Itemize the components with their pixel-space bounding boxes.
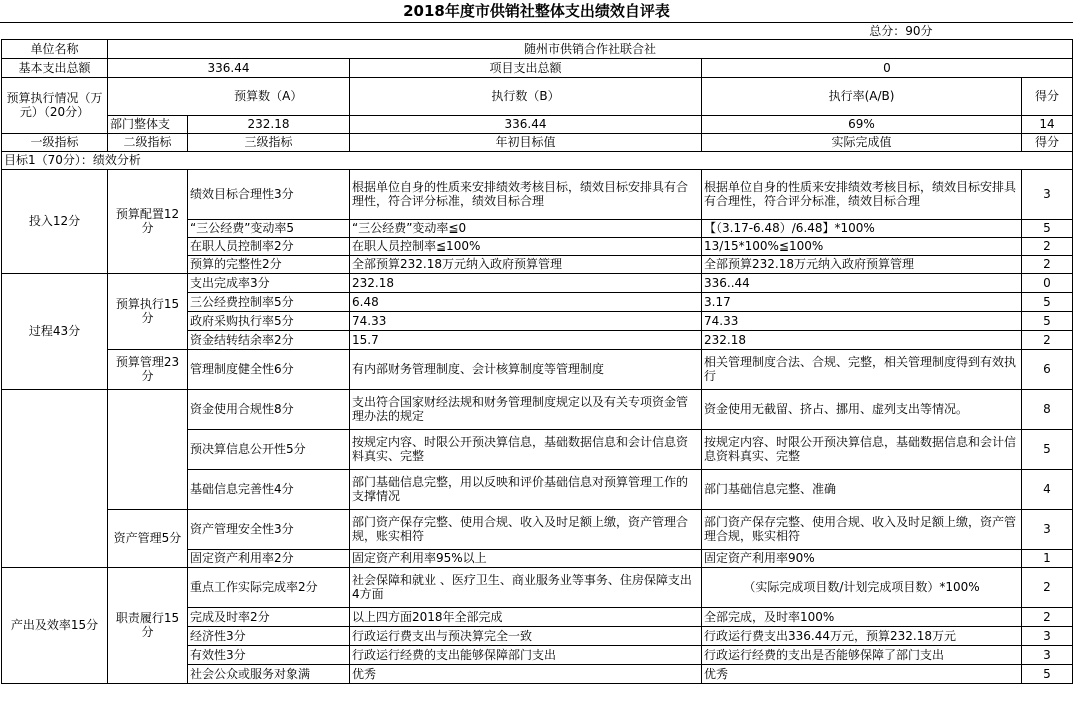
group-output: 产出及效率15分 [2, 567, 108, 683]
indicator-l3: 三公经费控制率5分 [188, 292, 350, 311]
target-value: 支出符合国家财经法规和财务管理制度规定以及有关专项资金管理办法的规定 [350, 389, 702, 429]
indicator-l3: 支出完成率3分 [188, 273, 350, 292]
indicator-l3: 资产管理安全性3分 [188, 509, 350, 549]
target-value: 行政运行经费的支出能够保障部门支出 [350, 645, 702, 664]
target-value: 15.7 [350, 330, 702, 349]
score-value: 8 [1022, 389, 1073, 429]
target-value: 6.48 [350, 292, 702, 311]
actual-value: 74.33 [702, 311, 1022, 330]
dept-score: 14 [1022, 115, 1073, 133]
target-value: 固定资产利用率95%以上 [350, 549, 702, 567]
group-budget-exec: 预算执行15分 [108, 273, 188, 349]
col-level1: 一级指标 [2, 133, 108, 151]
indicator-l3: 基础信息完善性4分 [188, 469, 350, 509]
header-score: 得分 [1022, 77, 1073, 115]
indicator-l3: 重点工作实际完成率2分 [188, 567, 350, 607]
score-value: 3 [1022, 626, 1073, 645]
target-value: 有内部财务管理制度、会计核算制度等管理制度 [350, 349, 702, 389]
actual-value: 优秀 [702, 664, 1022, 683]
target-value: 部门资产保存完整、使用合规、收入及时足额上缴，资产管理合规，账实相符 [350, 509, 702, 549]
goal-header: 目标1（70分）：绩效分析 [2, 151, 1073, 169]
group-input: 投入12分 [2, 169, 108, 273]
col-actual: 实际完成值 [702, 133, 1022, 151]
basic-expense-value: 336.44 [108, 58, 350, 77]
score-value: 3 [1022, 509, 1073, 549]
col-level2: 二级指标 [108, 133, 188, 151]
basic-expense-label: 基本支出总额 [2, 58, 108, 77]
col-level3: 三级指标 [188, 133, 350, 151]
header-rate: 执行率(A/B) [702, 77, 1022, 115]
actual-value: 3.17 [702, 292, 1022, 311]
indicator-l3: 预算的完整性2分 [188, 255, 350, 273]
group-asset-mgmt: 资产管理5分 [108, 509, 188, 567]
col-target: 年初目标值 [350, 133, 702, 151]
group-duty: 职责履行15分 [108, 567, 188, 683]
page-title: 2018年度市供销社整体支出绩效自评表 [0, 0, 1073, 23]
indicator-l3: “三公经费”变动率5 [188, 219, 350, 237]
actual-value: 部门资产保存完整、使用合规、收入及时足额上缴，资产管理合规，账实相符 [702, 509, 1022, 549]
budget-exec-label: 预算执行情况（万元）（20分） [2, 77, 108, 133]
dept-rate: 69% [702, 115, 1022, 133]
target-value: 部门基础信息完整，用以反映和评价基础信息对预算管理工作的支撑情况 [350, 469, 702, 509]
actual-value: 部门基础信息完整、准确 [702, 469, 1022, 509]
target-value: 全部预算232.18万元纳入政府预算管理 [350, 255, 702, 273]
actual-value: 行政运行费支出336.44万元，预算232.18万元 [702, 626, 1022, 645]
group-process: 过程43分 [2, 273, 108, 389]
score-value: 2 [1022, 237, 1073, 255]
group-budget-mgmt: 预算管理23分 [108, 349, 188, 389]
indicator-l3: 固定资产利用率2分 [188, 549, 350, 567]
unit-label: 单位名称 [2, 39, 108, 58]
score-value: 5 [1022, 311, 1073, 330]
actual-value: 336..44 [702, 273, 1022, 292]
target-value: 社会保障和就业 、医疗卫生、商业服务业等事务、住房保障支出4方面 [350, 567, 702, 607]
score-value: 3 [1022, 645, 1073, 664]
indicator-l3: 资金使用合规性8分 [188, 389, 350, 429]
unit-name: 随州市供销合作社联合社 [108, 39, 1073, 58]
target-value: 按规定内容、时限公开预决算信息，基础数据信息和会计信息资料真实、完整 [350, 429, 702, 469]
project-expense-value: 0 [702, 58, 1073, 77]
target-value: 行政运行费支出与预决算完全一致 [350, 626, 702, 645]
score-value: 5 [1022, 429, 1073, 469]
actual-value: 资金使用无截留、挤占、挪用、虚列支出等情况。 [702, 389, 1022, 429]
indicator-l3: 政府采购执行率5分 [188, 311, 350, 330]
project-expense-label: 项目支出总额 [350, 58, 702, 77]
indicator-l3: 预决算信息公开性5分 [188, 429, 350, 469]
dept-exec: 336.44 [350, 115, 702, 133]
header-budget: 预算数（A） [188, 77, 350, 115]
actual-value: 固定资产利用率90% [702, 549, 1022, 567]
actual-value: 相关管理制度合法、合规、完整，相关管理制度得到有效执行 [702, 349, 1022, 389]
actual-value: 根据单位自身的性质来安排绩效考核目标，绩效目标安排具有合理性，符合评分标准，绩效目标合理 [702, 169, 1022, 219]
score-value: 3 [1022, 169, 1073, 219]
actual-value: 按规定内容、时限公开预决算信息，基础数据信息和会计信息资料真实、完整 [702, 429, 1022, 469]
evaluation-table [1, 23, 1073, 684]
dept-label: 部门整体支 [108, 115, 188, 133]
score-value: 2 [1022, 607, 1073, 626]
score-value: 5 [1022, 664, 1073, 683]
actual-value: 【（3.17-6.48）/6.48】*100% [702, 219, 1022, 237]
indicator-l3: 完成及时率2分 [188, 607, 350, 626]
indicator-l3: 绩效目标合理性3分 [188, 169, 350, 219]
score-value: 6 [1022, 349, 1073, 389]
target-value: 优秀 [350, 664, 702, 683]
actual-value: 行政运行经费的支出是否能够保障了部门支出 [702, 645, 1022, 664]
score-value: 2 [1022, 255, 1073, 273]
indicator-l3: 资金结转结余率2分 [188, 330, 350, 349]
target-value: 在职人员控制率≦100% [350, 237, 702, 255]
indicator-l3: 社会公众或服务对象满 [188, 664, 350, 683]
indicator-l3: 有效性3分 [188, 645, 350, 664]
score-value: 0 [1022, 273, 1073, 292]
target-value: 根据单位自身的性质来安排绩效考核目标，绩效目标安排具有合理性，符合评分标准，绩效目标合理 [350, 169, 702, 219]
score-value: 2 [1022, 330, 1073, 349]
header-exec: 执行数（B） [350, 77, 702, 115]
group-budget-config: 预算配置12分 [108, 169, 188, 273]
score-value: 4 [1022, 469, 1073, 509]
actual-value: 全部预算232.18万元纳入政府预算管理 [702, 255, 1022, 273]
actual-value: 232.18 [702, 330, 1022, 349]
score-value: 2 [1022, 567, 1073, 607]
total-score: 总分：90分 [869, 23, 933, 38]
score-value: 5 [1022, 219, 1073, 237]
target-value: “三公经费”变动率≦0 [350, 219, 702, 237]
actual-value: （实际完成项目数/计划完成项目数）*100% [702, 567, 1022, 607]
score-value: 1 [1022, 549, 1073, 567]
indicator-l3: 管理制度健全性6分 [188, 349, 350, 389]
indicator-l3: 在职人员控制率2分 [188, 237, 350, 255]
actual-value: 13/15*100%≦100% [702, 237, 1022, 255]
target-value: 以上四方面2018年全部完成 [350, 607, 702, 626]
dept-budget: 232.18 [188, 115, 350, 133]
target-value: 232.18 [350, 273, 702, 292]
score-value: 5 [1022, 292, 1073, 311]
target-value: 74.33 [350, 311, 702, 330]
col-score: 得分 [1022, 133, 1073, 151]
actual-value: 全部完成，及时率100% [702, 607, 1022, 626]
indicator-l3: 经济性3分 [188, 626, 350, 645]
